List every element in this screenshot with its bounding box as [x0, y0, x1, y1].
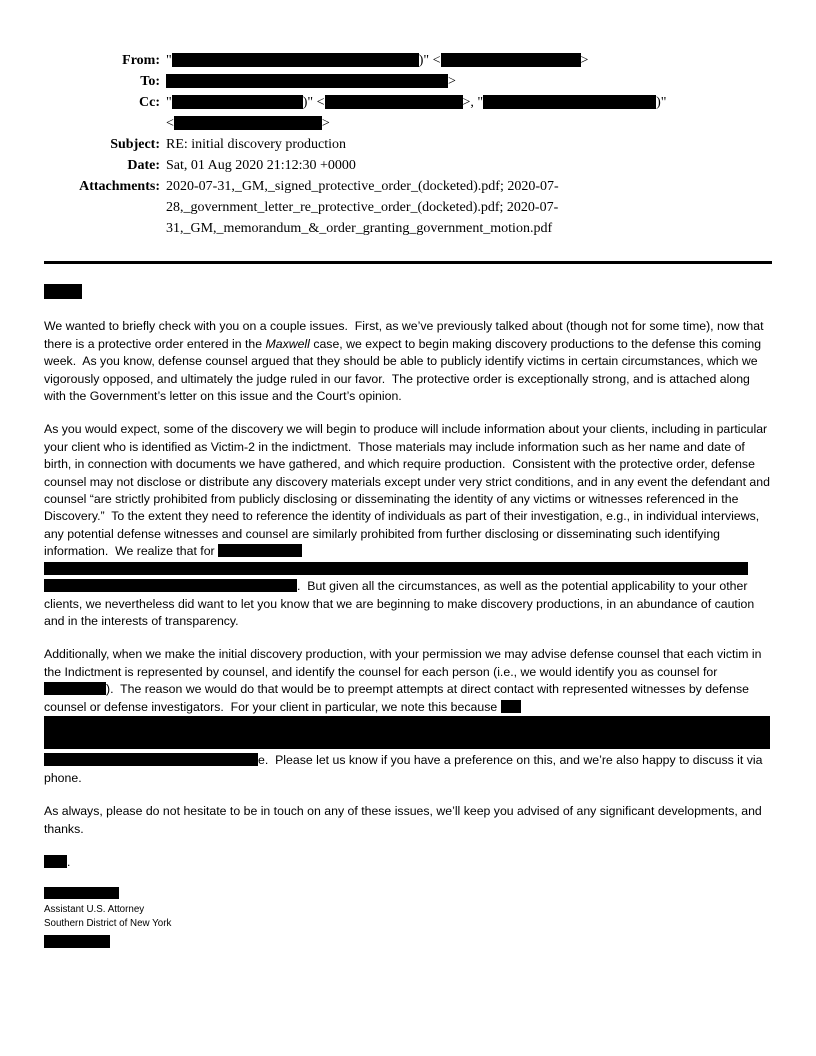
signature-block [44, 887, 772, 951]
header-divider [44, 261, 772, 264]
redaction-bar [501, 700, 521, 713]
header-label-attachments: Attachments: [79, 179, 160, 194]
header-row-subject [44, 134, 772, 155]
header-value-line: 31,_GM,_memorandum_&_order_granting_government_motion.pdf [166, 221, 553, 236]
header-label-from: From: [122, 53, 160, 68]
header-row-attachments [44, 176, 772, 239]
redaction-bar [44, 753, 258, 766]
redaction-bar [44, 716, 770, 749]
header-value-line: " )" < > [166, 53, 589, 68]
redaction-bar [44, 284, 82, 299]
header-value-attachments [166, 176, 772, 239]
header-value-to [166, 71, 772, 92]
email-body [44, 284, 772, 951]
redaction-bar [44, 855, 67, 868]
redaction-bar [44, 682, 106, 695]
redaction-bar [44, 579, 297, 592]
header-row-from [44, 50, 772, 71]
redaction-bar [483, 95, 656, 109]
header-value-line: " )" < >, " )" [166, 95, 667, 110]
redaction-bar [172, 53, 419, 67]
header-label-date: Date: [127, 158, 160, 173]
header-label-cc: Cc: [139, 95, 160, 110]
header-value-line: < > [166, 116, 330, 131]
signature-phone-redacted [44, 935, 772, 952]
header-value-line: > [166, 71, 772, 92]
redaction-bar [44, 935, 110, 948]
signoff-line: . [44, 854, 772, 871]
header-value-line: 2020-07-31,_GM,_signed_protective_order_(docketed).pdf; 2020-07- [166, 179, 559, 194]
body-paragraph-4: As always, please do not hesitate to be in touch on any of these issues, we’ll keep you advised of any significant developments, and thanks. [44, 804, 766, 836]
header-value-line: 28,_government_letter_re_protective_order_(docketed).pdf; 2020-07- [166, 200, 559, 215]
header-value-subject [166, 134, 772, 155]
redaction-bar [325, 95, 463, 109]
header-value-line: Sat, 01 Aug 2020 21:12:30 +0000 [166, 158, 356, 173]
signature-office: Southern District of New York [44, 918, 172, 930]
body-paragraph-2: As you would expect, some of the discovery we will begin to produce will include information about your clients, including in particular your client who is identified as Victim-2 in the indictment. Those materials may include information such as her name and date of birth, in connection with documents we have gathered, and which require production. Consistent with the protective order, defense counsel may not disclose or distribute any discovery materials except under very strict conditions, and in any event the defendant and counsel “are strictly prohibited from publicly disclosing or disseminating the identity of any victims or witnesses referenced in the Discovery.” To the extent they need to reference the identity of individuals as part of their investigation, e.g., in individual interviews, any potential defense witnesses and counsel are similarly prohibited from further disclosing or disseminating such identifying information. We realize that for . But given all the circumstances, as well as the potential applicability to your other clients, we nevertheless did want to let you know that we are beginning to make discovery productions, in an abundance of caution and in the interests of transparency. [44, 422, 774, 628]
header-label-to: To: [140, 74, 160, 89]
email-header-block [44, 50, 772, 239]
redaction-bar [44, 887, 119, 899]
redaction-bar [172, 95, 303, 109]
header-value-line: RE: initial discovery production [166, 137, 347, 152]
header-row-cc [44, 92, 772, 134]
redaction-bar [441, 53, 581, 67]
body-paragraph-1: We wanted to briefly check with you on a couple issues. First, as we’ve previously talked about (though not for some time), now that there is a protective order entered in the Maxwell case, we expect to begin making discovery productions to the defense this coming week. As you know, defense counsel argued that they should be able to publicly identify victims in certain circumstances, which we vigorously opposed, and ultimately the judge ruled in our favor. The protective order is exceptionally strong, and is attached along with the Government’s letter on this issue and the Court’s opinion. [44, 319, 767, 404]
greeting-line [44, 284, 772, 302]
redaction-bar [174, 116, 322, 130]
header-value-date [166, 155, 772, 176]
header-row-to [44, 71, 772, 92]
redaction-bar [44, 562, 748, 575]
redaction-bar [218, 544, 302, 557]
signature-name-redacted [44, 887, 772, 903]
header-row-date [44, 155, 772, 176]
header-value-cc [166, 92, 772, 134]
header-label-subject: Subject: [110, 137, 160, 152]
body-paragraph-3: Additionally, when we make the initial discovery production, with your permission we may advise defense counsel that each victim in the Indictment is represented by counsel, and identify the counsel for each person (i.e., we would identify you as counsel for ). The reason we would do that would be to preempt attempts at direct contact with represented witnesses by defense counsel or defense investigators. For your client in particular, we note this because e. Please let us know if you have a preference on this, and we’re also happy to discuss it via phone. [44, 646, 772, 787]
signature-title: Assistant U.S. Attorney [44, 903, 145, 915]
header-value-from [166, 50, 772, 71]
redaction-bar [166, 74, 448, 88]
